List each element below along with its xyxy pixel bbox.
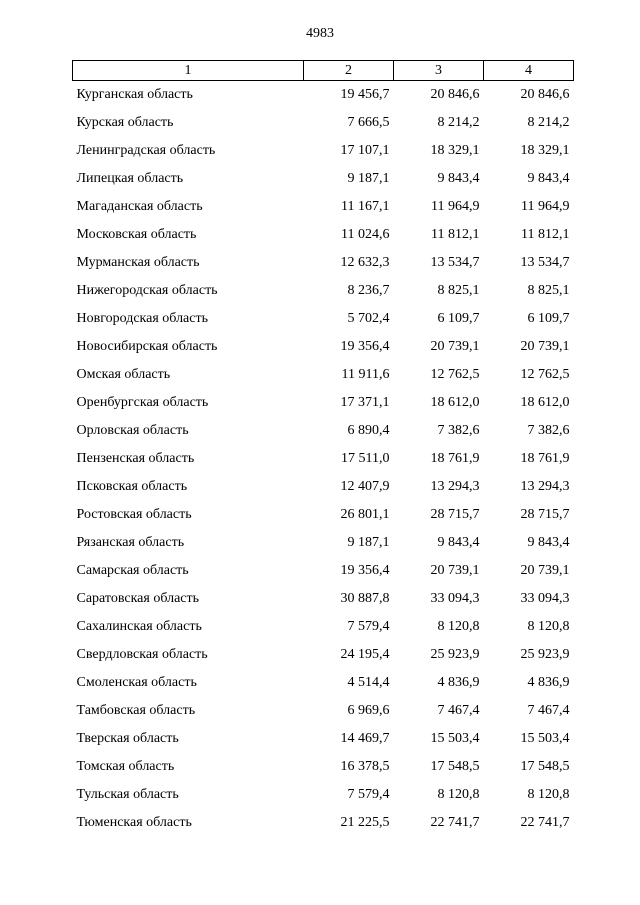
value-cell-col4: 8 120,8 <box>527 619 570 634</box>
table-row <box>73 305 574 333</box>
value-cell-col3: 7 467,4 <box>437 703 480 718</box>
table-row <box>73 221 574 249</box>
region-cell: Тверская область <box>76 731 179 746</box>
region-cell: Смоленская область <box>76 675 197 690</box>
value-cell-col3: 9 843,4 <box>437 171 480 186</box>
table-row <box>73 445 574 473</box>
value-cell-col3: 8 120,8 <box>437 787 480 802</box>
table-row <box>73 585 574 613</box>
value-cell-col2: 17 107,1 <box>340 143 390 158</box>
table-row <box>73 697 574 725</box>
column-header-1: 1 <box>73 61 304 81</box>
value-cell-col4: 20 739,1 <box>520 339 570 354</box>
value-cell-col3: 13 534,7 <box>430 255 480 270</box>
table-row <box>73 669 574 697</box>
region-cell: Омская область <box>76 367 171 382</box>
region-cell: Свердловская область <box>76 647 208 662</box>
region-cell: Магаданская область <box>76 199 203 214</box>
table-row <box>73 81 574 110</box>
value-cell-col4: 15 503,4 <box>520 731 570 746</box>
value-cell-col3: 18 329,1 <box>430 143 480 158</box>
value-cell-col4: 33 094,3 <box>520 591 570 606</box>
column-header-2: 2 <box>304 61 394 81</box>
value-cell-col2: 19 456,7 <box>340 87 390 102</box>
value-cell-col2: 16 378,5 <box>340 759 390 774</box>
table-row <box>73 557 574 585</box>
region-cell: Ростовская область <box>76 507 192 522</box>
value-cell-col2: 11 911,6 <box>341 367 390 382</box>
value-cell-col2: 17 371,1 <box>340 395 390 410</box>
value-cell-col3: 4 836,9 <box>437 675 480 690</box>
value-cell-col4: 12 762,5 <box>520 367 570 382</box>
value-cell-col3: 8 214,2 <box>437 115 480 130</box>
value-cell-col2: 9 187,1 <box>347 535 390 550</box>
value-cell-col4: 7 467,4 <box>527 703 570 718</box>
value-cell-col3: 20 739,1 <box>430 339 480 354</box>
value-cell-col2: 12 407,9 <box>340 479 390 494</box>
value-cell-col4: 6 109,7 <box>527 311 570 326</box>
value-cell-col3: 8 120,8 <box>437 619 480 634</box>
region-cell: Орловская область <box>76 423 189 438</box>
table-row <box>73 389 574 417</box>
value-cell-col2: 6 969,6 <box>347 703 390 718</box>
value-cell-col3: 15 503,4 <box>430 731 480 746</box>
table-row <box>73 277 574 305</box>
value-cell-col3: 33 094,3 <box>430 591 480 606</box>
value-cell-col4: 9 843,4 <box>527 171 570 186</box>
region-cell: Оренбургская область <box>76 395 209 410</box>
table-row <box>73 417 574 445</box>
value-cell-col2: 7 579,4 <box>347 619 390 634</box>
value-cell-col2: 11 167,1 <box>341 199 390 214</box>
table-row <box>73 613 574 641</box>
data-table <box>72 60 574 837</box>
value-cell-col2: 12 632,3 <box>340 255 390 270</box>
region-cell: Томская область <box>76 759 175 774</box>
value-cell-col2: 7 579,4 <box>347 787 390 802</box>
table-body <box>73 81 574 838</box>
region-cell: Нижегородская область <box>76 283 218 298</box>
table-row <box>73 501 574 529</box>
region-cell: Тамбовская область <box>76 703 196 718</box>
value-cell-col3: 18 761,9 <box>430 451 480 466</box>
table-row <box>73 193 574 221</box>
value-cell-col4: 8 120,8 <box>527 787 570 802</box>
value-cell-col3: 18 612,0 <box>430 395 480 410</box>
table-row <box>73 109 574 137</box>
value-cell-col3: 8 825,1 <box>437 283 480 298</box>
table-row <box>73 529 574 557</box>
region-cell: Курская область <box>76 115 174 130</box>
value-cell-col2: 19 356,4 <box>340 563 390 578</box>
value-cell-col3: 7 382,6 <box>437 423 480 438</box>
value-cell-col4: 18 612,0 <box>520 395 570 410</box>
value-cell-col2: 9 187,1 <box>347 171 390 186</box>
region-cell: Ленинградская область <box>76 143 216 158</box>
region-cell: Московская область <box>76 227 197 242</box>
value-cell-col4: 18 761,9 <box>520 451 570 466</box>
value-cell-col3: 11 964,9 <box>431 199 480 214</box>
value-cell-col3: 20 739,1 <box>430 563 480 578</box>
value-cell-col4: 13 534,7 <box>520 255 570 270</box>
value-cell-col4: 7 382,6 <box>527 423 570 438</box>
value-cell-col2: 30 887,8 <box>340 591 390 606</box>
region-cell: Псковская область <box>76 479 188 494</box>
value-cell-col2: 4 514,4 <box>347 675 390 690</box>
header-row <box>73 61 574 81</box>
value-cell-col3: 6 109,7 <box>437 311 480 326</box>
table-row <box>73 809 574 837</box>
value-cell-col3: 9 843,4 <box>437 535 480 550</box>
table-row <box>73 753 574 781</box>
value-cell-col4: 4 836,9 <box>527 675 570 690</box>
value-cell-col2: 26 801,1 <box>340 507 390 522</box>
value-cell-col3: 13 294,3 <box>430 479 480 494</box>
region-cell: Липецкая область <box>76 171 184 186</box>
value-cell-col3: 17 548,5 <box>430 759 480 774</box>
value-cell-col3: 22 741,7 <box>430 815 480 830</box>
value-cell-col2: 21 225,5 <box>340 815 390 830</box>
table-row <box>73 249 574 277</box>
value-cell-col4: 20 739,1 <box>520 563 570 578</box>
value-cell-col4: 17 548,5 <box>520 759 570 774</box>
value-cell-col4: 11 812,1 <box>521 227 570 242</box>
region-cell: Пензенская область <box>76 451 195 466</box>
value-cell-col2: 8 236,7 <box>347 283 390 298</box>
value-cell-col4: 28 715,7 <box>520 507 570 522</box>
value-cell-col2: 14 469,7 <box>340 731 390 746</box>
value-cell-col2: 7 666,5 <box>347 115 390 130</box>
region-cell: Саратовская область <box>76 591 200 606</box>
table-row <box>73 333 574 361</box>
table-row <box>73 137 574 165</box>
region-cell: Сахалинская область <box>76 619 202 634</box>
value-cell-col2: 6 890,4 <box>347 423 390 438</box>
table-row <box>73 781 574 809</box>
table-row <box>73 725 574 753</box>
value-cell-col4: 13 294,3 <box>520 479 570 494</box>
region-cell: Курганская область <box>76 87 193 102</box>
value-cell-col4: 20 846,6 <box>520 87 570 102</box>
value-cell-col4: 9 843,4 <box>527 535 570 550</box>
region-cell: Самарская область <box>76 563 189 578</box>
column-header-3: 3 <box>394 61 484 81</box>
table-row <box>73 641 574 669</box>
value-cell-col4: 11 964,9 <box>521 199 570 214</box>
value-cell-col4: 22 741,7 <box>520 815 570 830</box>
region-cell: Тульская область <box>76 787 179 802</box>
value-cell-col3: 28 715,7 <box>430 507 480 522</box>
value-cell-col4: 8 214,2 <box>527 115 570 130</box>
table-row <box>73 473 574 501</box>
value-cell-col2: 24 195,4 <box>340 647 390 662</box>
table-row <box>73 361 574 389</box>
region-cell: Новосибирская область <box>76 339 218 354</box>
value-cell-col3: 20 846,6 <box>430 87 480 102</box>
value-cell-col2: 19 356,4 <box>340 339 390 354</box>
value-cell-col4: 25 923,9 <box>520 647 570 662</box>
value-cell-col3: 25 923,9 <box>430 647 480 662</box>
region-cell: Рязанская область <box>76 535 185 550</box>
value-cell-col4: 8 825,1 <box>527 283 570 298</box>
value-cell-col3: 11 812,1 <box>431 227 480 242</box>
region-cell: Тюменская область <box>76 815 192 830</box>
region-cell: Мурманская область <box>76 255 200 270</box>
value-cell-col4: 18 329,1 <box>520 143 570 158</box>
column-header-4: 4 <box>484 61 574 81</box>
value-cell-col2: 5 702,4 <box>347 311 390 326</box>
value-cell-col2: 11 024,6 <box>341 227 390 242</box>
region-cell: Новгородская область <box>76 311 208 326</box>
value-cell-col3: 12 762,5 <box>430 367 480 382</box>
table-row <box>73 165 574 193</box>
value-cell-col2: 17 511,0 <box>341 451 390 466</box>
page-number: 4983 <box>306 26 334 41</box>
